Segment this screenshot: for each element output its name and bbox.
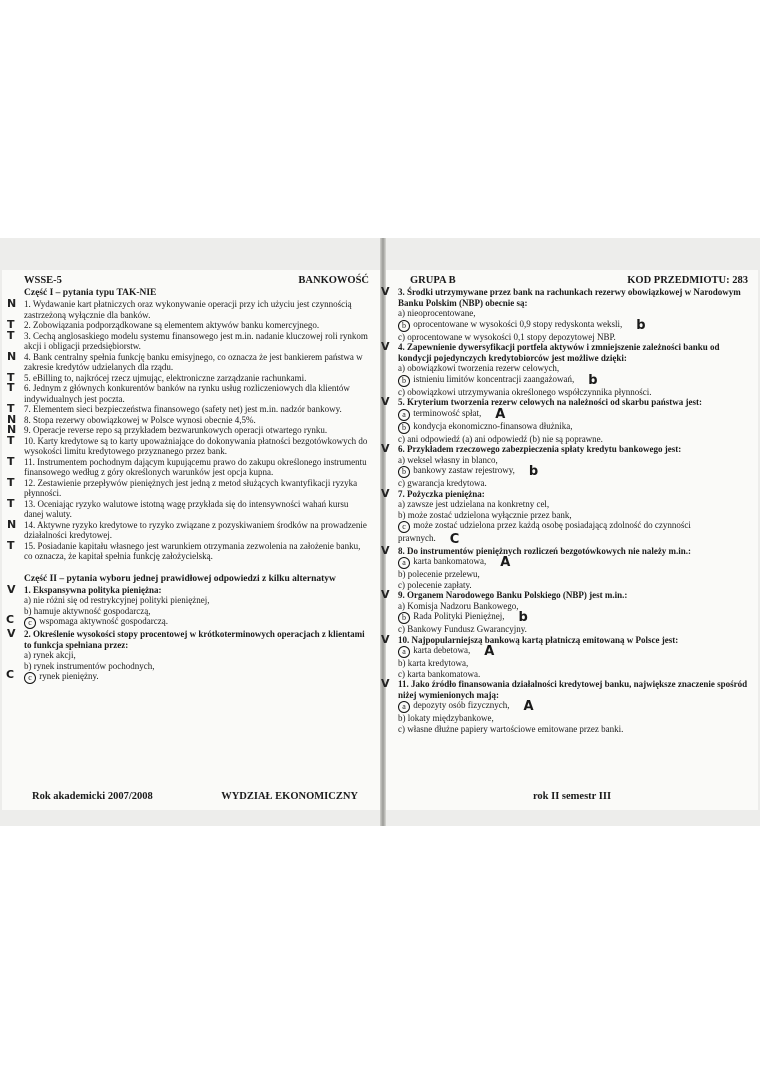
handwritten-answer-letter: b <box>636 317 646 333</box>
handwritten-answer-letter: A <box>484 644 495 659</box>
circled-option-letter: c <box>24 617 36 629</box>
option-letter: b <box>24 605 29 616</box>
answer-option: c) własne dłużne papiery wartościowe emitowane przez banki. <box>398 723 624 734</box>
question-stem <box>381 632 748 646</box>
option-text: hamuje aktywność gospodarczą, <box>33 605 151 616</box>
option-text: kondycja ekonomiczno-finansowa dłużnika, <box>413 420 573 431</box>
part2-questions <box>6 582 369 685</box>
question-text: 11. Jako źródło finansowania działalności kredytowej banku, największe znaczenie spośród niżej wymienionych mają: <box>398 679 748 700</box>
left-page <box>2 270 380 810</box>
handwritten-answer-mark: C <box>6 668 15 681</box>
option-text: istnieniu limitów koncentracji zaangażowań, <box>413 373 575 384</box>
answer-option: b) karta kredytowa, <box>398 658 469 668</box>
handwritten-answer-letter: b <box>528 464 539 479</box>
answer-option <box>6 613 369 629</box>
question-text: 6. Przykładem rzeczowego zabezpieczenia spłaty kredytu bankowego jest: <box>398 444 682 454</box>
question-text: 7. Pożyczka pieniężna: <box>398 488 485 499</box>
handwritten-answer-letter: A <box>523 699 534 714</box>
handwritten-answer-letter: A <box>500 555 511 570</box>
check-mark: V <box>7 582 16 596</box>
circled-option-letter: a <box>398 557 410 569</box>
check-mark: V <box>381 677 390 690</box>
answer-option <box>6 668 369 684</box>
mc-question <box>381 588 748 635</box>
option-letter: a <box>398 454 402 465</box>
mc-question <box>381 442 748 489</box>
option-text: może zostać udzielona wyłącznie przez bank, <box>407 509 572 520</box>
option-letter: a <box>24 650 28 660</box>
option-text: karta bankomatowa. <box>407 668 481 679</box>
left-footer <box>2 791 380 802</box>
answer-option: c) gwarancja kredytowa. <box>398 478 487 488</box>
option-letter: c <box>398 624 402 634</box>
handwritten-answer-mark: T <box>7 318 15 331</box>
circled-option-letter: a <box>398 409 410 421</box>
option-text: gwarancja kredytowa. <box>407 478 487 488</box>
question-text: 4. Bank centralny spełnia funkcję banku emisyjnego, co oznacza że jest bankierem państwa w zakresie kredytów udzielanych dla rządu. <box>24 351 363 372</box>
right-footer <box>386 791 758 802</box>
option-text: może zostać udzielona przez każdą osobę posiadającą zdolność do czynności prawnych. <box>398 520 691 543</box>
answer-option: c) Bankowy Fundusz Gwarancyjny. <box>398 624 527 634</box>
check-mark: V <box>381 340 390 353</box>
tf-question <box>7 297 369 320</box>
circled-option-letter: a <box>398 646 410 658</box>
question-text: 8. Do instrumentów pieniężnych rozliczeń bezgotówkowych nie należy m.in.: <box>398 545 692 556</box>
option-letter: a <box>398 499 402 509</box>
handwritten-answer-mark: T <box>7 402 15 415</box>
answer-option: c) polecenie zapłaty. <box>398 579 472 590</box>
question-text: 3. Środki utrzymywane przez bank na rachunkach rezerwy obowiązkowej w Narodowym Banku Polskim (NBP) obecnie są: <box>398 287 741 308</box>
answer-option: b) polecenie przelewu, <box>398 569 480 579</box>
option-letter: a <box>398 308 402 318</box>
question-text: 11. Instrumentem pochodnym dającym kupującemu prawo do zakupu określonego instrumentu finansowego według z góry określonych warunków jest opcja kupna. <box>24 456 367 477</box>
answer-option: c) oprocentowane w wysokości 0,1 stopy depozytowej NBP. <box>398 331 616 342</box>
question-text: 2. Określenie wysokości stopy procentowej w krótkoterminowych operacjach z klientami to funkcja spełniana przez: <box>24 629 365 650</box>
option-text: wspomaga aktywność gospodarczą. <box>39 616 168 626</box>
mc-question <box>6 627 369 684</box>
answer-option: c) karta bankomatowa. <box>398 668 481 679</box>
answer-option <box>398 374 748 387</box>
question-text: 9. Organem Narodowego Banku Polskiego (NBP) jest m.in.: <box>398 590 628 600</box>
tf-question <box>7 454 369 478</box>
question-stem <box>381 486 748 500</box>
option-letter: a <box>398 363 402 373</box>
option-text: zawsze jest udzielana na konkretny cel, <box>407 499 550 509</box>
handwritten-answer-mark: T <box>7 538 15 552</box>
mc-question <box>381 677 748 734</box>
option-text: Bankowy Fundusz Gwarancyjny. <box>407 624 527 634</box>
handwritten-answer-letter: b <box>588 372 598 388</box>
part2-continued-questions <box>381 285 748 734</box>
mc-question <box>381 543 748 591</box>
tf-question <box>7 370 369 384</box>
question-stem <box>381 442 748 455</box>
left-header <box>24 274 369 287</box>
mc-question <box>6 582 369 630</box>
option-text: Rada Polityki Pieniężnej, <box>413 611 505 621</box>
answer-option: a) Komisja Nadzoru Bankowego, <box>398 600 519 611</box>
check-mark: V <box>7 627 16 640</box>
subject-code: KOD PRZEDMIOTU: 283 <box>627 275 748 286</box>
option-text: karta bankomatowa, <box>413 556 487 566</box>
academic-year: Rok akademicki 2007/2008 <box>32 791 153 802</box>
answer-option: a) rynek akcji, <box>24 650 76 660</box>
subject-title: BANKOWOŚĆ <box>298 275 369 286</box>
right-page-content <box>381 274 748 734</box>
answer-option: b) hamuje aktywność gospodarczą, <box>24 605 151 616</box>
option-letter: c <box>398 668 402 679</box>
option-letter: c <box>398 579 402 590</box>
circled-option-letter: b <box>398 612 410 624</box>
question-text: 10. Karty kredytowe są to karty upoważniające do dokonywania płatności bezgotówkowych do wysokości limitu kredytowego przyznanego przez bank. <box>24 435 368 456</box>
question-text: 5. Kryterium tworzenia rezerw celowych na należności od skarbu państwa jest: <box>398 397 703 407</box>
option-letter: c <box>398 433 402 444</box>
answer-option: a) obowiązkowi tworzenia rezerw celowych, <box>398 363 560 373</box>
option-text: depozyty osób fizycznych, <box>413 700 510 710</box>
question-text: 2. Zobowiązania podporządkowane są elementem aktywów banku komercyjnego. <box>24 320 320 330</box>
tf-question <box>7 423 369 436</box>
option-letter: c <box>398 478 402 488</box>
question-text: 1. Wydawanie kart płatniczych oraz wykonywanie operacji przy ich użyciu jest czynnością zastrzeżoną wyłącznie dla banków. <box>24 299 352 320</box>
question-text: 12. Zestawienie przepływów pieniężnych jest jedną z metod służących kwantyfikacji ryzyka płynności. <box>24 477 358 498</box>
tf-question <box>7 349 369 373</box>
question-stem <box>381 285 748 308</box>
option-text: oprocentowane w wysokości 0,9 stopy redyskonta weksli, <box>413 318 623 329</box>
option-text: karta kredytowa, <box>407 658 469 668</box>
mc-question <box>381 340 748 397</box>
tf-question <box>7 475 369 499</box>
question-text: 6. Jednym z głównych konkurentów banków na rynku usług rozliczeniowych dla klientów indywidualnych jest poczta. <box>24 383 350 404</box>
answer-option: a) nie różni się od restrykcyjnej polityki pieniężnej, <box>24 595 210 605</box>
answer-option: b) rynek instrumentów pochodnych, <box>24 660 155 671</box>
year-semester: rok II semestr III <box>532 791 612 802</box>
option-letter: b <box>398 713 403 723</box>
tf-question <box>7 496 369 520</box>
circled-option-letter: c <box>398 521 410 533</box>
answer-option <box>398 319 748 332</box>
option-text: bankowy zastaw rejestrowy, <box>413 465 515 475</box>
answer-option: c) ani odpowiedź (a) ani odpowiedź (b) nie są poprawne. <box>398 433 603 444</box>
question-stem <box>381 395 748 408</box>
option-letter: b <box>398 658 403 668</box>
handwritten-answer-letter: b <box>518 610 528 625</box>
handwritten-answer-mark: N <box>7 423 17 436</box>
question-text: 15. Posiadanie kapitału własnego jest warunkiem otrzymania zezwolenia na założenie banku, co oznacza, że kapitał spełnia funkcję założycielską. <box>24 540 361 561</box>
tf-question <box>7 517 369 541</box>
option-text: rynek akcji, <box>33 650 76 660</box>
answer-option <box>398 520 748 546</box>
handwritten-answer-mark: C <box>6 613 15 626</box>
circled-option-letter: b <box>398 320 410 332</box>
check-mark: V <box>381 543 390 557</box>
question-stem <box>381 588 748 601</box>
option-letter: c <box>398 386 402 397</box>
check-mark: V <box>381 588 390 601</box>
option-text: nieoprocentowane, <box>407 308 476 318</box>
tf-question <box>7 402 369 415</box>
option-letter: c <box>398 723 402 734</box>
question-text: 1. Ekspansywna polityka pieniężna: <box>24 584 162 595</box>
question-text: 4. Zapewnienie dywersyfikacji portfela aktywów i zmniejszenie zależności banku od kondycji pojedynczych kredytobiorców jest możliwe dzięki: <box>398 342 720 363</box>
tf-question <box>7 538 369 562</box>
group-label: GRUPA B <box>410 275 456 286</box>
mc-question <box>381 395 748 444</box>
tf-question <box>7 433 369 457</box>
option-text: ani odpowiedź (a) ani odpowiedź (b) nie są poprawne. <box>407 433 603 444</box>
check-mark: V <box>381 486 390 500</box>
check-mark: V <box>381 632 390 646</box>
answer-option <box>398 645 748 658</box>
question-stem <box>7 627 369 650</box>
question-text: 9. Operacje reverse repo są przykładem bezwarunkowych operacji otwartego rynku. <box>24 425 328 435</box>
handwritten-answer-mark: T <box>7 381 15 394</box>
right-header <box>398 274 748 287</box>
part1-questions <box>7 297 369 562</box>
option-text: obowiązkowi tworzenia rezerw celowych, <box>407 363 560 373</box>
handwritten-answer-mark: N <box>7 349 17 363</box>
answer-option: c) obowiązkowi utrzymywania określonego współczynnika płynności. <box>398 386 652 397</box>
part1-title: Część I – pytania typu TAK-NIE <box>24 288 157 298</box>
option-text: polecenie zapłaty. <box>407 579 472 590</box>
option-text: oprocentowane w wysokości 0,1 stopy depozytowej NBP. <box>407 331 616 342</box>
part2-title: Część II – pytania wyboru jednej prawidłowej odpowiedzi z kilku alternatyw <box>24 573 336 584</box>
question-text: 13. Oceniając ryzyko walutowe istotną wagę przykłada się do intensywności wahań kursu danej waluty. <box>24 498 349 519</box>
answer-option <box>398 465 748 478</box>
answer-option <box>398 421 748 434</box>
question-stem <box>381 340 748 363</box>
question-text: 5. eBilling to, najkrócej rzecz ujmując, elektroniczne zarządzanie rachunkami. <box>24 372 307 383</box>
circled-option-letter: b <box>398 422 410 434</box>
question-text: 7. Elementem sieci bezpieczeństwa finansowego (safety net) jest m.in. nadzór bankowy. <box>24 404 342 414</box>
circled-option-letter: b <box>398 375 410 387</box>
mc-question <box>381 486 748 547</box>
option-letter: a <box>24 595 28 605</box>
handwritten-answer-mark: T <box>7 454 15 468</box>
answer-option: b) może zostać udzielona wyłącznie przez bank, <box>398 509 572 520</box>
check-mark: V <box>381 395 390 408</box>
right-page <box>381 270 758 810</box>
handwritten-answer-mark: T <box>7 328 15 342</box>
option-text: lokaty międzybankowe, <box>407 713 494 723</box>
option-text: Komisja Nadzoru Bankowego, <box>407 600 519 611</box>
handwritten-answer-mark: N <box>7 297 17 310</box>
question-stem <box>381 677 748 700</box>
check-mark: V <box>381 442 390 455</box>
handwritten-answer-mark: T <box>7 496 15 510</box>
answer-option: a) nieoprocentowane, <box>398 308 476 318</box>
answer-option <box>398 700 748 713</box>
question-text: 3. Cechą anglosaskiego modelu systemu finansowego jest m.in. nadanie kluczowej roli rynkom akcji i obligacji przedsiębiorstw. <box>24 330 368 351</box>
tf-question <box>7 412 369 426</box>
option-letter: b <box>24 660 29 671</box>
handwritten-answer-mark: T <box>7 475 15 489</box>
circled-option-letter: a <box>398 701 410 713</box>
faculty-name: WYDZIAŁ EKONOMICZNY <box>221 791 358 802</box>
option-letter: a <box>398 600 402 611</box>
option-letter: c <box>398 331 402 342</box>
option-text: rynek pieniężny. <box>39 671 99 681</box>
answer-option: b) lokaty międzybankowe, <box>398 713 494 723</box>
option-text: rynek instrumentów pochodnych, <box>33 660 155 671</box>
handwritten-answer-letter: C <box>449 532 460 547</box>
circled-option-letter: b <box>398 466 410 478</box>
option-text: karta debetowa, <box>413 645 471 655</box>
option-letter: b <box>398 509 403 520</box>
handwritten-answer-mark: N <box>7 412 17 426</box>
circled-option-letter: c <box>24 672 36 684</box>
option-letter: b <box>398 569 403 579</box>
course-code: WSSE-5 <box>24 275 62 286</box>
tf-question <box>7 328 369 352</box>
option-text: obowiązkowi utrzymywania określonego współczynnika płynności. <box>407 386 652 397</box>
answer-option: a) zawsze jest udzielana na konkretny cel, <box>398 499 550 509</box>
question-text: 10. Najpopularniejszą bankową kartą płatniczą emitowaną w Polsce jest: <box>398 634 679 645</box>
answer-option <box>398 611 748 624</box>
check-mark: V <box>381 285 390 298</box>
handwritten-answer-mark: T <box>7 433 15 447</box>
question-stem <box>381 543 748 557</box>
mc-question <box>381 632 748 680</box>
question-text: 8. Stopa rezerwy obowiązkowej w Polsce wynosi obecnie 4,5%. <box>24 414 256 425</box>
answer-option <box>398 408 748 421</box>
left-page-content <box>6 274 369 684</box>
option-text: nie różni się od restrykcyjnej polityki pieniężnej, <box>33 595 210 605</box>
mc-question <box>381 285 748 342</box>
option-text: terminowość spłat, <box>413 407 482 418</box>
tf-question <box>7 318 369 331</box>
answer-option: a) weksel własny in blanco, <box>398 454 498 465</box>
question-stem <box>7 582 369 596</box>
question-text: 14. Aktywne ryzyko kredytowe to ryzyko związane z pozyskiwaniem środków na prowadzenie działalności kredytowej. <box>24 519 367 540</box>
answer-option <box>398 556 748 569</box>
option-text: polecenie przelewu, <box>407 569 480 579</box>
handwritten-answer-letter: A <box>495 406 506 422</box>
handwritten-answer-mark: T <box>7 370 15 384</box>
tf-question <box>7 381 369 404</box>
option-text: własne dłużne papiery wartościowe emitowane przez banki. <box>407 723 624 734</box>
handwritten-answer-mark: N <box>7 517 17 531</box>
option-text: weksel własny in blanco, <box>407 454 498 465</box>
